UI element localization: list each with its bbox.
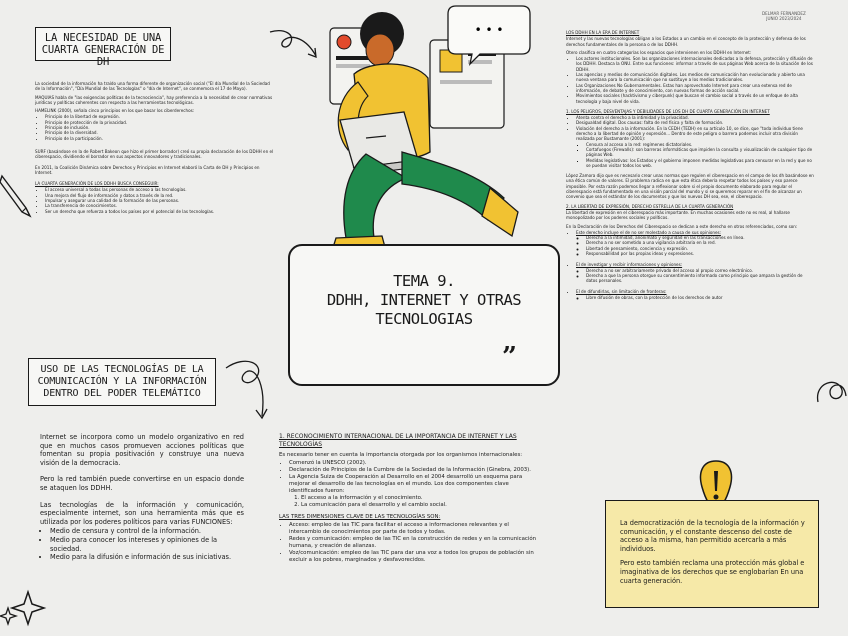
note-p2: Pero esto también reclama una protección más global e imaginativa de los derechos que se englobarían En una cuarta generación. [620, 559, 805, 585]
list-item: • Atenta contra el derecho a la intimidad y la privacidad. [576, 115, 814, 120]
reconocimiento-section [279, 433, 539, 564]
list-item: • Las Organizaciones No Gubernamentales. Estas han aprovechado Internet para crear una extensa red de información, de debate y de conocimiento, con nuevas formas de acción social. [576, 83, 814, 94]
list-item: 1. El acceso a la información y el conocimiento. [301, 495, 539, 502]
list-item: ◦ Responsabilidad por las propias ideas y expresiones. [586, 251, 814, 256]
reconocimiento-intro: Es necesario tener en cuenta la importancia otorgada por los organismos internacionales: [279, 452, 523, 459]
cuarta-subheading: LA CUARTA GENERACIÓN DE LOS DDHH BUSCA CONSEGUIR: [35, 181, 159, 187]
uso-p3: Las tecnologías de la información y comunicación, especialmente internet, son una herramienta más que es utilizada por los poderes políticos para varias FUNCIONES: [40, 500, 244, 526]
ddhh-internet-section [566, 30, 814, 300]
democratization-note [605, 500, 819, 608]
uso-heading: USO DE LAS TECNOLOGÍAS DE LA COMUNICACIÓN Y LA INFORMACIÓN DENTRO DEL PODER TELEMÁTICO [37, 364, 207, 399]
list-item: ◦ Derecho a no ser arbitrariamente privado del acceso al propio correo electrónico. [586, 268, 814, 273]
libertad-heading: 2. LA LIBERTAD DE EXPRESIÓN, DERECHO ESTRELLA DE LA CUARTA GENERACIÓN [566, 203, 734, 209]
uso-p1: Internet se incorpora como un modelo organizativo en red que en muchos casos promueven acciones políticas que fomentan su propia positivación y construye una nueva visión de la democracia. [40, 433, 244, 467]
bubble-dots: • • • [474, 23, 504, 37]
list-item: • Medio para la difusión e información de sus iniciativas. [50, 553, 244, 562]
list-item: ▪ Cortafuegos (Firewalls): son barreras informáticas que impiden la consulta y visualización de cualquier tipo de páginas Web. [586, 147, 814, 158]
list-item: • La transferencia de conocimientos. [45, 203, 275, 208]
declaracion-sublist-1 [576, 235, 814, 256]
list-item: • Impulsar y asegurar una calidad de la formación de las personas. [45, 198, 275, 203]
page-title [290, 246, 558, 329]
cuarta-generacion-heading-box [35, 27, 171, 68]
declaracion-item-2: El de investigar y recibir informaciones y opiniones: [576, 262, 683, 268]
title-line2: DDHH, INTERNET Y OTRAS [326, 291, 522, 309]
list-item: ▪ Censura al acceso a la red: regímenes dictatoriales. [586, 142, 814, 147]
goals-list [35, 187, 275, 213]
list-item: • Principio de protección de la privacidad. [45, 120, 275, 125]
list-item: • El acceso universal a todas las personas de acceso a las tecnologías. [45, 187, 275, 192]
cuarta-p4: SURF (basándose en la de Robert Bakeon que hizo el primer borrador) creó su propia declaración de los DDHH en el ciberespacio, dividiendo el borrador en sus aspectos innovadores y tradicionales. [35, 148, 274, 160]
list-item: • Comenzó la UNESCO (2002). [289, 460, 539, 467]
libertad-paragraph: La libertad de expresión en el ciberespacio más importante. En muchas ocasiones este no es real, al hallarse monopolizado por los poderes sociales y políticos. [566, 209, 790, 221]
list-item [576, 262, 814, 283]
reconocimiento-heading: 1. RECONOCIMIENTO INTERNACIONAL DE LA IMPORTANCIA DE INTERNET Y LAS TECNOLOGÍAS [279, 433, 517, 448]
author-date: JUNIO 2023/2024 [766, 16, 802, 22]
censorship-list [566, 142, 814, 168]
cuarta-p1: La sociedad de la información ha traído una forma diferente de organización social ("El día Mundial de la Sociedad de la Información", "Día Mundial de las Tecnologías" o "día de Internet", se conmemora el 17 de Mayo). [35, 81, 270, 92]
list-item: ◦ Libertad de pensamiento, conciencia y expresión. [586, 246, 814, 251]
declaracion-sublist-3 [576, 295, 814, 300]
components-list [279, 495, 539, 509]
lopez-paragraph: López Zamora dijo que es necesario crear unas normas que regulen el ciberespacio en el campo de los dh basándose en una ética común de valores. El problema radica en que esta ética debería respetar todos los países y eso parece imposible. Por esta razón podemos llegar a reflexionar sobre si el propio documento elaborado para regular el ciberespacio está fundamentado en una visión parcial del mundo y si se queremos reparar en el fin de alcanzar un convenio que sea el estándar de los documentos y que los nuevos DH sea, ese, el ciberespacio. [566, 173, 814, 200]
swirl-icon [814, 372, 848, 412]
actors-list [566, 56, 814, 104]
ddhh-internet-heading: LOS DDHH EN LA ERA DE INTERNET [566, 30, 640, 35]
dangers-heading: 1. LOS PELIGROS, DESVENTAJAS Y DEBILIDADES DE LOS DH DE CUARTA GENERACIÓN EN INTERNET [566, 108, 770, 114]
declaracion-paragraph: En la Declaración de los Derechos del Ciberespacio se dedican a este derecho en otros referenciados, como son: [566, 223, 798, 229]
list-item: • Principio de la libertad de expresión. [45, 114, 275, 119]
functions-list [40, 527, 244, 561]
declaracion-item-1: Este derecho incluye el de no ser molestado a causa de sus opiniones: [576, 229, 721, 235]
author-name: DELMAR FERNANDEZ [762, 11, 806, 16]
cuarta-generacion-section [35, 81, 275, 214]
list-item: ◦ Derecho a que la persona otorgue su consentimiento informado como principio que ampara la gestión de datos personales. [586, 273, 814, 284]
dimensions-list [279, 522, 539, 564]
uso-p2: Pero la red también puede convertirse en un espacio donde se ataquen los DDHH. [40, 475, 244, 492]
list-item: ◦ Derecho a no ser sometido a una vigilancia arbitraria en la red. [586, 240, 814, 245]
list-item: ◦ Libre difusión de obras, con la protección de los derechos de autor [586, 295, 814, 300]
list-item: ◦ Derecho a la intimidad, anonimato y seguridad en las transacciones en línea. [586, 235, 814, 240]
principles-list [35, 114, 275, 140]
quote-mark: ” [502, 342, 517, 372]
list-item: • Medio de censura y control de la información. [50, 527, 244, 536]
list-item: • Redes y comunicación: empleo de las TIC en la construcción de redes y en la comunicación humana, y creación de alianzas. [289, 536, 539, 550]
list-item: • Movimientos sociales (hacktivismo y ciberpunk) que buscan el cambio social a través de un enfoque de alta tecnología y baja nivel de vida. [576, 93, 814, 104]
list-item: • Principio de la participación. [45, 136, 275, 141]
actors-intro: Otero clasifica en cuatro categorías los espacios que intervienen en los DDHH en Internet: [566, 49, 752, 55]
uso-section [40, 433, 244, 562]
title-line3: TECNOLOGIAS [375, 310, 473, 328]
note-p1: La democratización de la tecnología de la información y comunicación, y el constante descenso del coste de acceso a la misma, han permitido acercarla a más individuos. [620, 519, 805, 553]
title-line1: TEMA 9. [393, 272, 455, 290]
list-item: 2. La comunicación para el desarrollo y el cambio social. [301, 502, 539, 509]
list-item: • Principio de la diversidad. [45, 130, 275, 135]
reconocimiento-list [279, 460, 539, 495]
list-item: • Las agencias y medios de comunicación digitales. Los medios de comunicación han evolucionado y abierto una nueva ventana para la comunicación que no sustituye a los medios tradicionales. [576, 72, 814, 83]
list-item: • Acceso: empleo de las TIC para facilitar el acceso a informaciones relevantes y el intercambio de conocimientos por parte de todos y todas. [289, 522, 539, 536]
cuarta-generacion-heading: LA NECESIDAD DE UNA CUARTA GENERACIÓN DE DH [41, 32, 165, 68]
list-item: • Desigualdad digital. Dos causas: falta de red física y falta de formación. [576, 120, 814, 125]
list-item: • Declaración de Principios de la Cumbre de la Sociedad de la Información (Ginebra, 2003). [289, 467, 539, 474]
list-item: • La Agencia Suiza de Cooperación al Desarrollo en el 2004 desarrolló un esquema para mejorar el desarrollo de las tecnologías en el mundo. Los dos componentes clave identificados fueron: [289, 474, 539, 495]
author-tag [762, 11, 806, 22]
list-item: • Medio para conocer los intereses y opiniones de la sociedad. [50, 536, 244, 553]
declaracion-item-3: El de difundirlas, sin limitación de fronteras: [576, 289, 667, 295]
cuarta-p2: MAQUIAS habla de "las exigencias políticas de la tecnociencia", hay preferencia a la necesidad de crear normativas jurídicas y políticas coherentes con respecto a las herramientas tecnológicas. [35, 94, 273, 105]
cuarta-p5: En 2011, la Coalición Dinámica sobre Derechos y Principios en Internet elaboró la Carta de DH y Principios en Internet. [35, 164, 260, 175]
list-item [576, 230, 814, 256]
ddhh-internet-intro: Internet y las nuevas tecnologías obligan a los Estados a un cambio en el concepto de la protección y defensa de los derechos fundamentales de la persona o de los DDHH. [566, 36, 806, 47]
list-item: • Los actores institucionales. Son las organizaciones internacionales dedicadas a la defensa, protección y difusión de los DDHH. Destaca la ONU. Entre sus funciones: informar a través de sus páginas Web acerca de la situación de los DDHH. [576, 56, 814, 72]
uso-heading-box [28, 358, 216, 406]
sparkle-icon [0, 572, 58, 636]
list-item: • Una mejora del flujo de información y datos a través de la red. [45, 193, 275, 198]
dangers-list [566, 115, 814, 141]
pencil-icon [0, 170, 32, 218]
cuarta-p3: HAMELINK (2000), señala cinco principios en los que basar los ciberderechos: [35, 108, 195, 114]
dimensions-heading: LAS TRES DIMENSIONES CLAVE DE LAS TECNOLOGÍAS SON: [279, 514, 441, 521]
title-box [288, 244, 560, 386]
curly-arrow-icon [222, 350, 278, 430]
list-item [576, 289, 814, 300]
declaracion-list [566, 230, 814, 300]
list-item: ▪ Medidas legislativas: los Estados y el gobierno imponen medidas legislativas para censurar en la red y que no se puedan visitar todos los web. [586, 158, 814, 169]
list-item: • Violación del derecho a la información. En la CEDH (TEDH) en su artículo 10, se dice, que "toda individuo tiene derecho a la libertad de opinión y expresión... Dentro de este peligro o barrera podemos incluir otra división realizada por Bustamante (2001): [576, 126, 814, 142]
list-item: • Ser un derecho que refuerza a todos los países por el potencial de las tecnologías. [45, 209, 275, 214]
list-item: • Voz/comunicación: empleo de las TIC para dar una voz a todos los grupos de población sin excluir a los pobres, marginados y desfavorecidos. [289, 550, 539, 564]
declaracion-sublist-2 [576, 268, 814, 284]
list-item: • Principio de inclusión. [45, 125, 275, 130]
